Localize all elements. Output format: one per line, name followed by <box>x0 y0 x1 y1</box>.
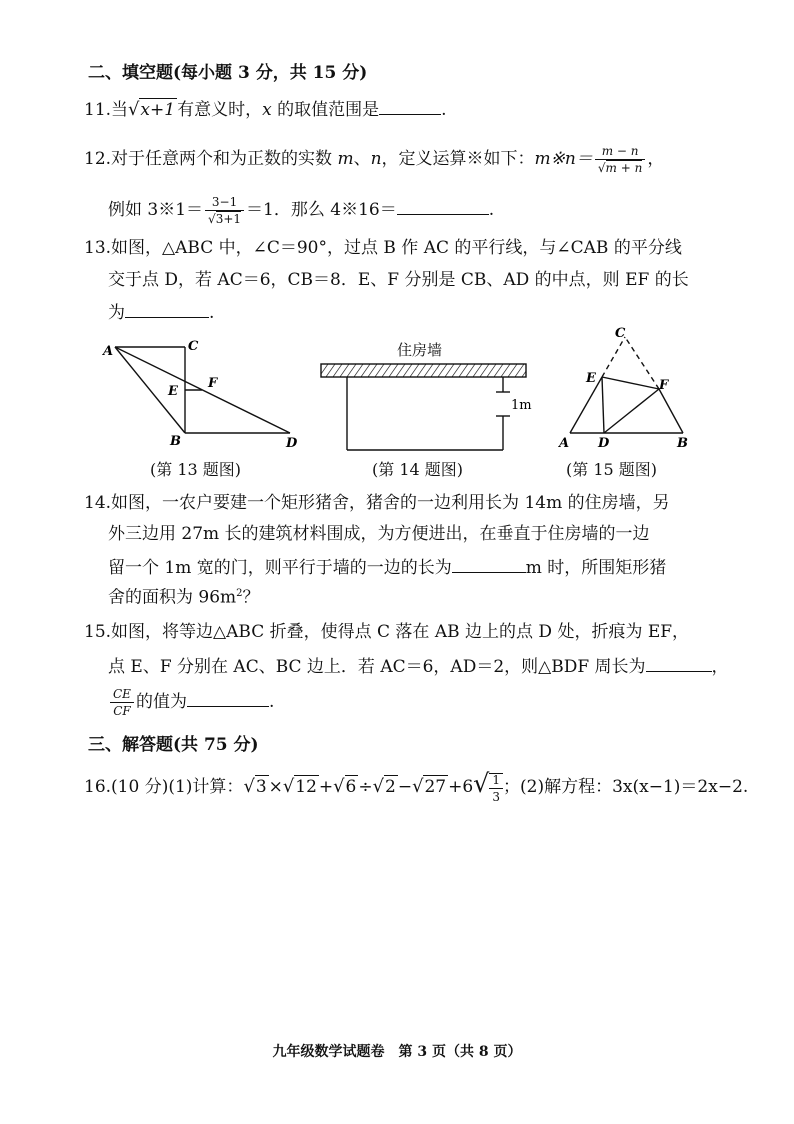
question-13-line-2 <box>108 272 689 289</box>
question-14-line-3 <box>108 558 666 577</box>
section-heading-solutions <box>88 737 259 754</box>
page-footer: 九年级数学试题卷 第 3 页（共 8 页） <box>272 1044 522 1060</box>
sqrt-expression: √6 <box>333 776 357 797</box>
label-A: A <box>559 436 570 451</box>
radicand: 6 <box>345 777 357 797</box>
label-F: F <box>659 378 669 393</box>
answer-blank[interactable] <box>397 200 489 215</box>
question-text: ；(2)解方程：3x(x−1)＝2x−2. <box>503 777 749 797</box>
definition-fraction <box>595 145 645 174</box>
fraction <box>489 773 503 803</box>
fraction-numerator: CE <box>110 688 134 703</box>
punctuation: . <box>441 100 447 120</box>
figure-13-diagram <box>100 335 310 455</box>
variable: x <box>262 100 272 120</box>
question-text: 当 <box>111 100 129 120</box>
punctuation: 、 <box>353 149 371 169</box>
question-13-line-1 <box>84 240 682 257</box>
question-text: 点 E、F 分别在 AC、BC 边上．若 AC＝6，AD＝2，则△BDF 周长为 <box>108 657 646 677</box>
door-label: 1m <box>511 398 532 413</box>
radicand: 3+1 <box>215 212 242 226</box>
variable: n <box>370 149 382 169</box>
answer-blank[interactable] <box>379 100 441 115</box>
question-15-line-3 <box>108 688 274 717</box>
punctuation: ？ <box>242 587 260 608</box>
label-D: D <box>286 436 298 451</box>
question-text: 外三边用 27m 长的建筑材料围成，为方便进出，在垂直于住房墙的一边 <box>108 524 650 544</box>
question-text: 例如 3※1＝ <box>108 200 204 220</box>
radicand: 3 <box>255 777 267 797</box>
fraction-denominator: 3 <box>492 789 501 804</box>
operator: ÷ <box>358 777 373 797</box>
fraction-denominator: CF <box>113 704 131 718</box>
question-number: 16. <box>84 777 112 797</box>
question-text: 为 <box>108 303 125 323</box>
operator: − <box>397 777 413 797</box>
example-fraction <box>205 196 244 225</box>
question-text: 留一个 1m 宽的门，则平行于墙的一边的长为 <box>108 558 452 578</box>
operator: × <box>268 777 283 797</box>
section-title: 二、填空题 <box>88 63 173 83</box>
question-12-line-1 <box>84 145 664 174</box>
question-number: 15. <box>84 622 112 642</box>
section-score-note: (共 75 分) <box>173 735 259 755</box>
answer-blank[interactable] <box>452 558 526 573</box>
sqrt-expression: √3 <box>243 776 267 797</box>
figure-15-diagram <box>555 323 695 455</box>
question-text: 舍的面积为 96m <box>108 587 237 608</box>
sqrt-expression: √27 <box>412 776 447 797</box>
question-text: 交于点 D，若 AC＝6，CB＝8．E、F 分别是 CB、AD 的中点，则 EF 的长 <box>108 270 689 290</box>
question-14-line-4 <box>108 589 260 607</box>
question-text: ＝1．那么 4※16＝ <box>246 200 397 220</box>
question-text: ，定义运算※如下： <box>381 149 535 169</box>
punctuation: ， <box>647 149 665 169</box>
variable: m <box>337 149 354 169</box>
question-text: (10 分)(1)计算： <box>111 777 244 797</box>
sqrt-expression: √2 <box>372 776 396 797</box>
answer-blank[interactable] <box>187 692 269 707</box>
label-B: B <box>170 434 181 449</box>
superscript: 2 <box>236 588 243 599</box>
question-number: 11. <box>84 100 112 120</box>
figure-14-caption: (第 14 题图) <box>372 460 464 479</box>
sqrt-expression: √12 <box>282 776 317 797</box>
question-16 <box>84 769 749 804</box>
question-15-line-1 <box>84 624 689 641</box>
question-number: 12. <box>84 149 112 169</box>
operator: +6 <box>448 777 474 797</box>
question-number: 13. <box>84 238 112 258</box>
figure-13-caption: (第 13 题图) <box>150 460 242 479</box>
punctuation: . <box>209 303 215 323</box>
fraction-numerator: 3−1 <box>205 196 244 211</box>
question-14-line-1 <box>84 495 670 512</box>
section-title: 三、解答题 <box>88 735 173 755</box>
question-text: 有意义时， <box>177 100 263 120</box>
punctuation: . <box>268 692 275 712</box>
fraction-denominator: √3+1 <box>208 212 242 226</box>
label-A: A <box>103 344 114 359</box>
question-13-line-3 <box>108 303 214 322</box>
punctuation: ， <box>711 657 729 677</box>
operation-definition: m※n＝ <box>534 149 593 169</box>
ratio-fraction <box>110 688 134 717</box>
answer-blank[interactable] <box>125 303 209 318</box>
radicand: 2 <box>384 777 396 797</box>
fraction-numerator: m − n <box>595 145 645 160</box>
label-E: E <box>168 384 178 399</box>
wall-hatch <box>321 364 526 377</box>
section-heading-fill-in <box>88 65 367 82</box>
question-text: 如图，将等边△ABC 折叠，使得点 C 落在 AB 边上的点 D 处，折痕为 EF， <box>111 622 690 642</box>
sqrt-fraction-expression: √ $\frac{1}{3}$ <box>473 772 503 803</box>
label-C: C <box>188 339 199 354</box>
sqrt-expression: √x+1 <box>128 99 176 120</box>
fraction-denominator: √m + n <box>597 161 643 175</box>
question-number: 14. <box>84 493 112 513</box>
label-D: D <box>598 436 610 451</box>
operator: + <box>318 777 334 797</box>
label-C: C <box>615 326 626 341</box>
fraction-numerator: 1 <box>489 774 503 789</box>
question-14-line-2 <box>108 526 650 543</box>
section-score-note: (每小题 3 分，共 15 分) <box>173 63 368 83</box>
question-11 <box>84 100 446 119</box>
question-text: 的值为 <box>135 692 187 712</box>
question-text: 的取值范围是 <box>277 100 380 120</box>
punctuation: . <box>488 200 495 220</box>
question-12-line-2 <box>108 196 494 225</box>
question-text: 如图，一农户要建一个矩形猪舍，猪舍的一边利用长为 14m 的住房墙，另 <box>111 493 670 513</box>
label-E: E <box>586 371 596 386</box>
radicand: 27 <box>424 777 447 797</box>
figure-14-diagram <box>315 362 545 457</box>
label-F: F <box>208 376 218 391</box>
figure-15-caption: (第 15 题图) <box>566 460 658 479</box>
question-15-line-2 <box>108 657 729 676</box>
question-text: 对于任意两个和为正数的实数 <box>111 149 338 169</box>
question-text: 如图，△ABC 中，∠C＝90°，过点 B 作 AC 的平行线，与∠CAB 的平分线 <box>111 238 682 258</box>
radicand: 12 <box>295 777 317 797</box>
answer-blank[interactable] <box>646 657 712 672</box>
wall-label: 住房墙 <box>397 341 443 359</box>
radicand: m + n <box>605 161 643 175</box>
question-text: m 时，所围矩形猪 <box>525 558 667 578</box>
label-B: B <box>677 436 688 451</box>
